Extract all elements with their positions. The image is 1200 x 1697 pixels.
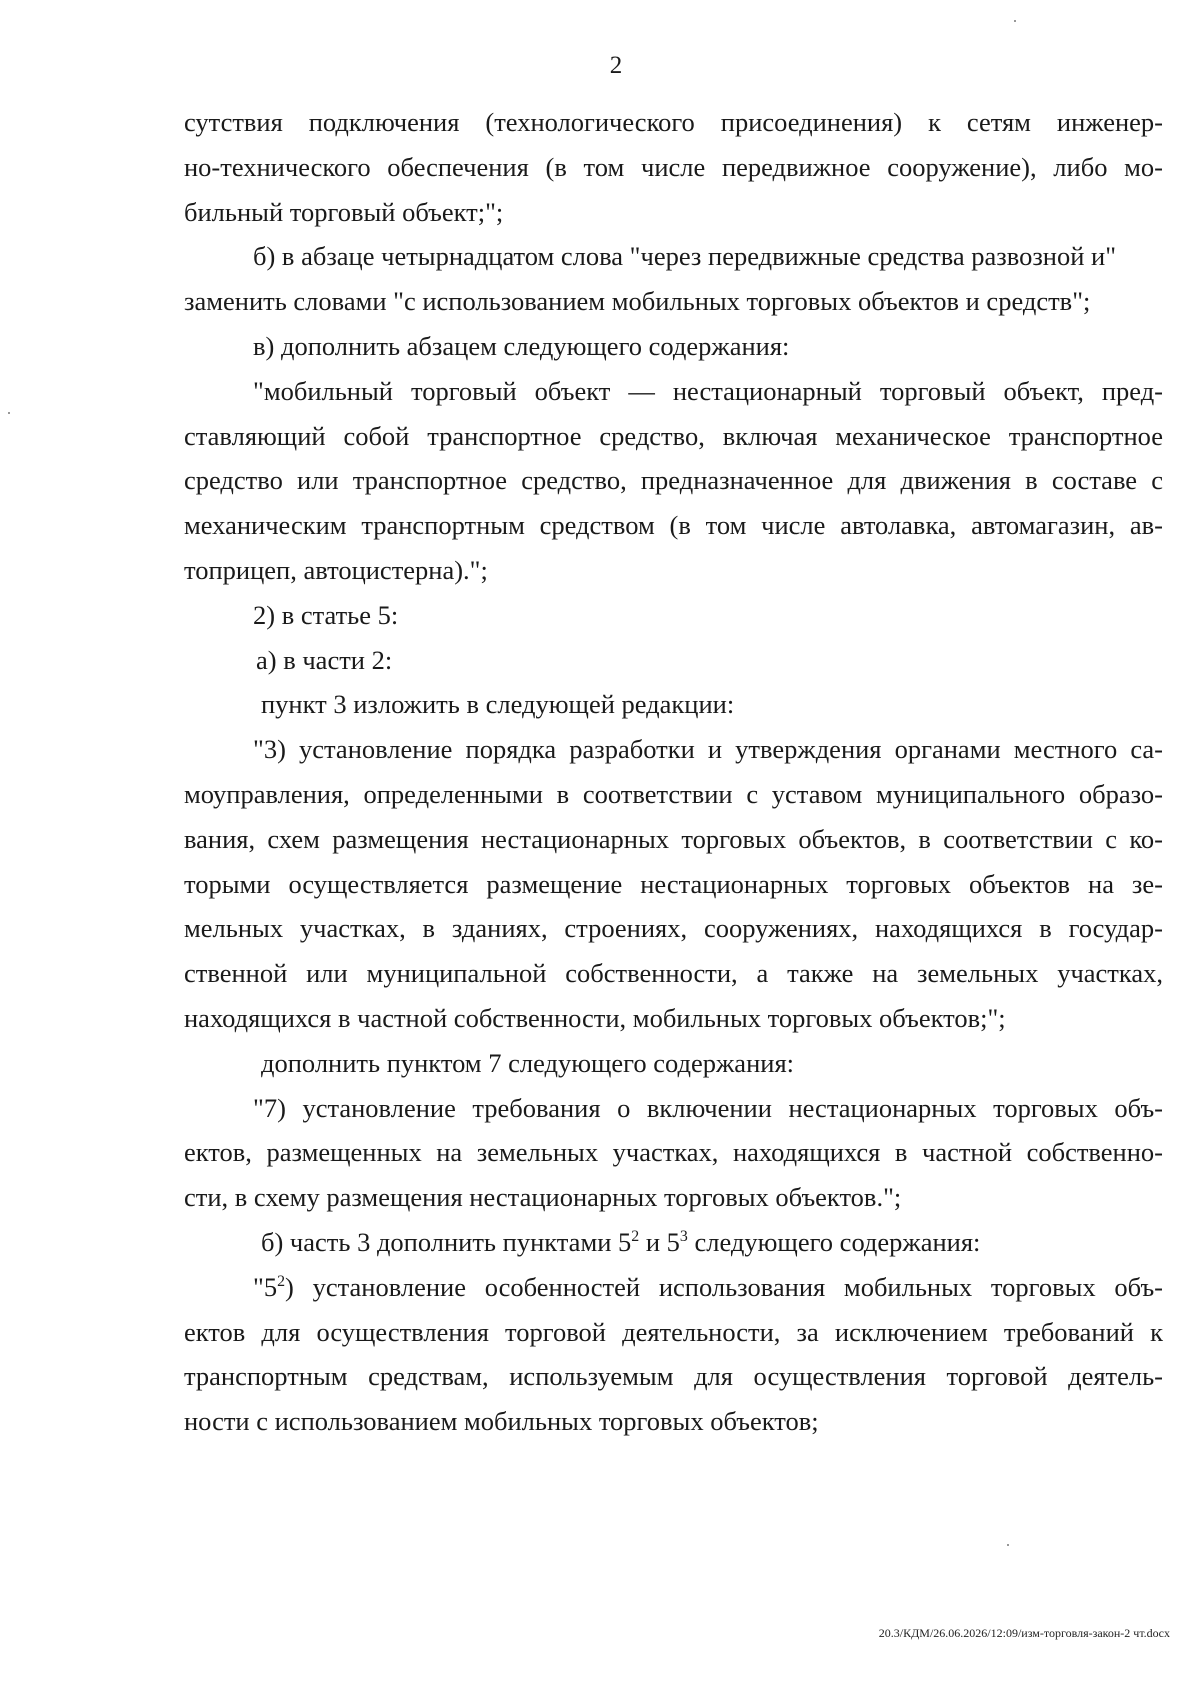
text-line: топрицеп, автоцистерна)."; [184,554,488,585]
page-number: 2 [609,52,623,79]
text-line: "мобильный торговый объект — нестационарный торговый объект, пред- [253,375,1163,406]
text-line: ности с использованием мобильных торговых объектов; [184,1406,819,1437]
text-line: заменить словами "с использованием мобильных торговых объектов и средств"; [184,286,1091,317]
superscript: 3 [679,1228,688,1246]
text-line: а) в части 2: [256,644,393,675]
text-line: средство или транспортное средство, предназначенное для движения в составе с [184,465,1163,496]
text-line: дополнить пунктом 7 следующего содержания: [261,1047,794,1078]
superscript: 2 [277,1272,286,1290]
text-line: "7) установление требования о включении нестационарных торговых объ- [253,1092,1163,1123]
scan-speck [1007,1544,1009,1546]
text-line [184,1265,1163,1310]
text-line: сутствия подключения (технологического присоединения) к сетям инженер- [184,107,1163,137]
text-segment: следующего содержания: [687,1226,981,1257]
text-line: в) дополнить абзацем следующего содержания: [253,330,790,361]
text-segment: б) часть 3 дополнить пунктами 5 [261,1226,632,1257]
text-line: торыми осуществляется размещение нестационарных торговых объектов на зе- [184,868,1163,899]
text-line [184,1220,1163,1265]
text-line: моуправления, определенными в соответствии с уставом муниципального образо- [184,778,1163,809]
text-line: находящихся в частной собственности, мобильных торговых объектов;"; [184,1002,1006,1033]
text-line: мельных участках, в зданиях, строениях, сооружениях, находящихся в государ- [184,913,1163,944]
superscript: 2 [631,1228,640,1246]
text-line: пункт 3 изложить в следующей редакции: [261,689,735,720]
scan-speck [8,412,10,414]
document-body [184,100,1163,1444]
text-line: механическим транспортным средством (в том числе автолавка, автомагазин, ав- [184,510,1163,541]
text-line: вания, схем размещения нестационарных торговых объектов, в соответствии с ко- [184,823,1163,854]
text-segment: ) установление особенностей использования мобильных торговых объ- [285,1271,1163,1302]
document-footer: 20.3/КДМ/26.06.2026/12:09/изм-торговля-закон-2 чт.docx [878,1626,1170,1640]
text-line: 2) в статье 5: [253,599,399,630]
text-line: транспортным средствам, используемым для осуществления торговой деятель- [184,1361,1163,1392]
text-segment: и 5 [639,1226,680,1257]
scan-speck [1014,20,1016,22]
text-line: бильный торговый объект;"; [184,196,504,227]
text-line: сти, в схему размещения нестационарных торговых объектов."; [184,1182,902,1213]
text-line: "3) установление порядка разработки и утверждения органами местного са- [253,734,1163,765]
text-line: ставляющий собой транспортное средство, включая механическое транспортное [184,420,1163,451]
text-segment: "5 [253,1271,278,1302]
text-line: ектов для осуществления торговой деятельности, за исключением требований к [184,1316,1163,1347]
text-line: б) в абзаце четырнадцатом слова "через передвижные средства развозной и" [253,241,1117,272]
text-line: ственной или муниципальной собственности, а также на земельных участках, [184,958,1163,989]
text-line: но-технического обеспечения (в том числе передвижное сооружение), либо мо- [184,151,1163,182]
text-line: ектов, размещенных на земельных участках, находящихся в частной собственно- [184,1137,1163,1168]
